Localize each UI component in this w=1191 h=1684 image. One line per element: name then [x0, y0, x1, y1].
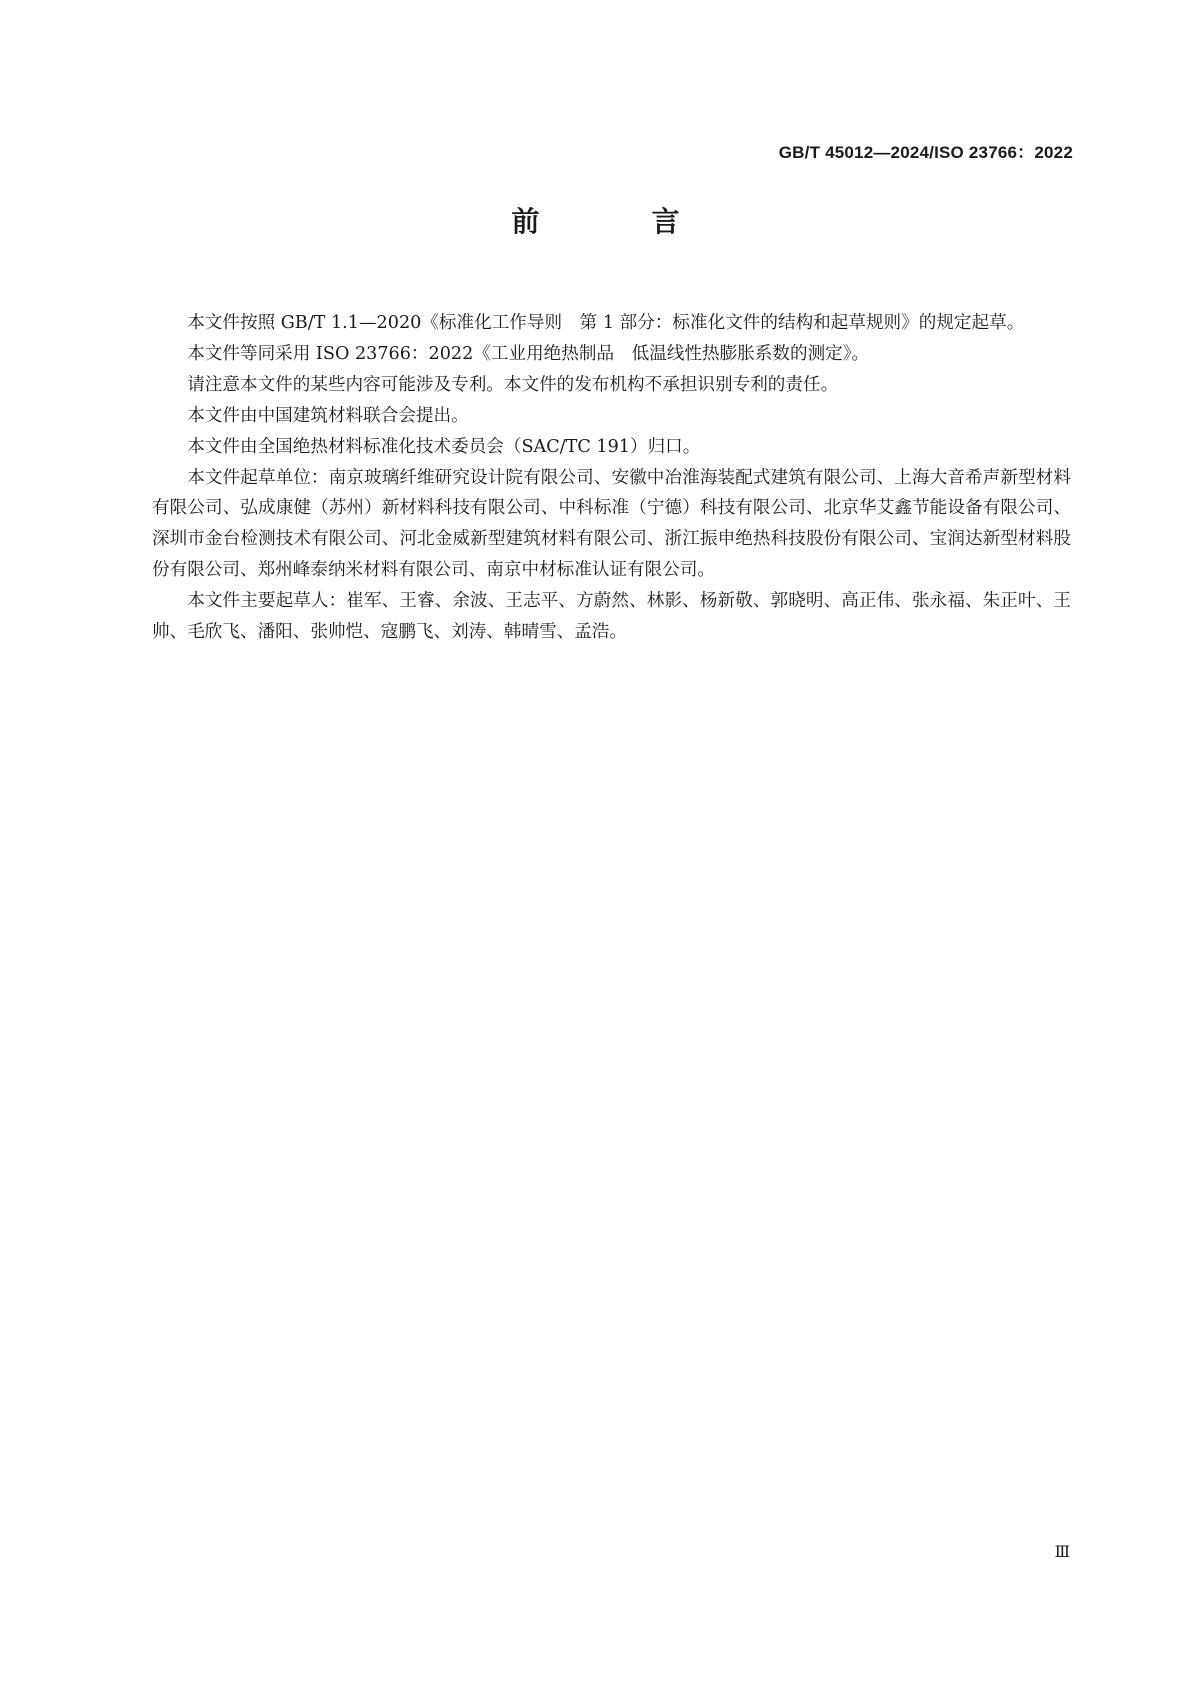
standard-code: GB/T 45012—2024/ISO 23766：2022 [778, 143, 1073, 162]
paragraph-drafting-rules: 本文件按照 GB/T 1.1—2020《标准化工作导则 第 1 部分：标准化文件的结构和起草规则》的规定起草。 [187, 313, 1025, 333]
paragraph-drafting-units: 本文件起草单位：南京玻璃纤维研究设计院有限公司、安徽中冶淮海装配式建筑有限公司、上海大音希声新型材料有限公司、弘成康健（苏州）新材料科技有限公司、中科标准（宁德）科技有限公司、北京华艾鑫节能设备有限公司、深圳市金台检测技术有限公司、河北金威新型建筑材料有限公司、浙江振申绝热科技股份有限公司、宝润达新型材料股份有限公司、郑州峰泰纳米材料有限公司、南京中材标准认证有限公司。 [152, 467, 1071, 581]
page-number: Ⅲ [1054, 1542, 1069, 1561]
paragraph-drafters: 本文件主要起草人：崔军、王睿、余波、王志平、方蔚然、林影、杨新敬、郭晓明、高正伟、张永福、朱正叶、王帅、毛欣飞、潘阳、张帅恺、寇鹏飞、刘涛、韩晴雪、孟浩。 [152, 591, 1071, 643]
paragraph-committee: 本文件由全国绝热材料标准化技术委员会（SAC/TC 191）归口。 [187, 436, 701, 457]
paragraph-patent-notice: 请注意本文件的某些内容可能涉及专利。本文件的发布机构不承担识别专利的责任。 [187, 374, 839, 395]
foreword-body [152, 308, 1071, 648]
paragraph-adoption: 本文件等同采用 ISO 23766：2022《工业用绝热制品 低温线性热膨胀系数的测定》。 [187, 343, 870, 364]
page-title: 前 言 [511, 205, 722, 238]
paragraph-proposer: 本文件由中国建筑材料联合会提出。 [187, 405, 469, 426]
